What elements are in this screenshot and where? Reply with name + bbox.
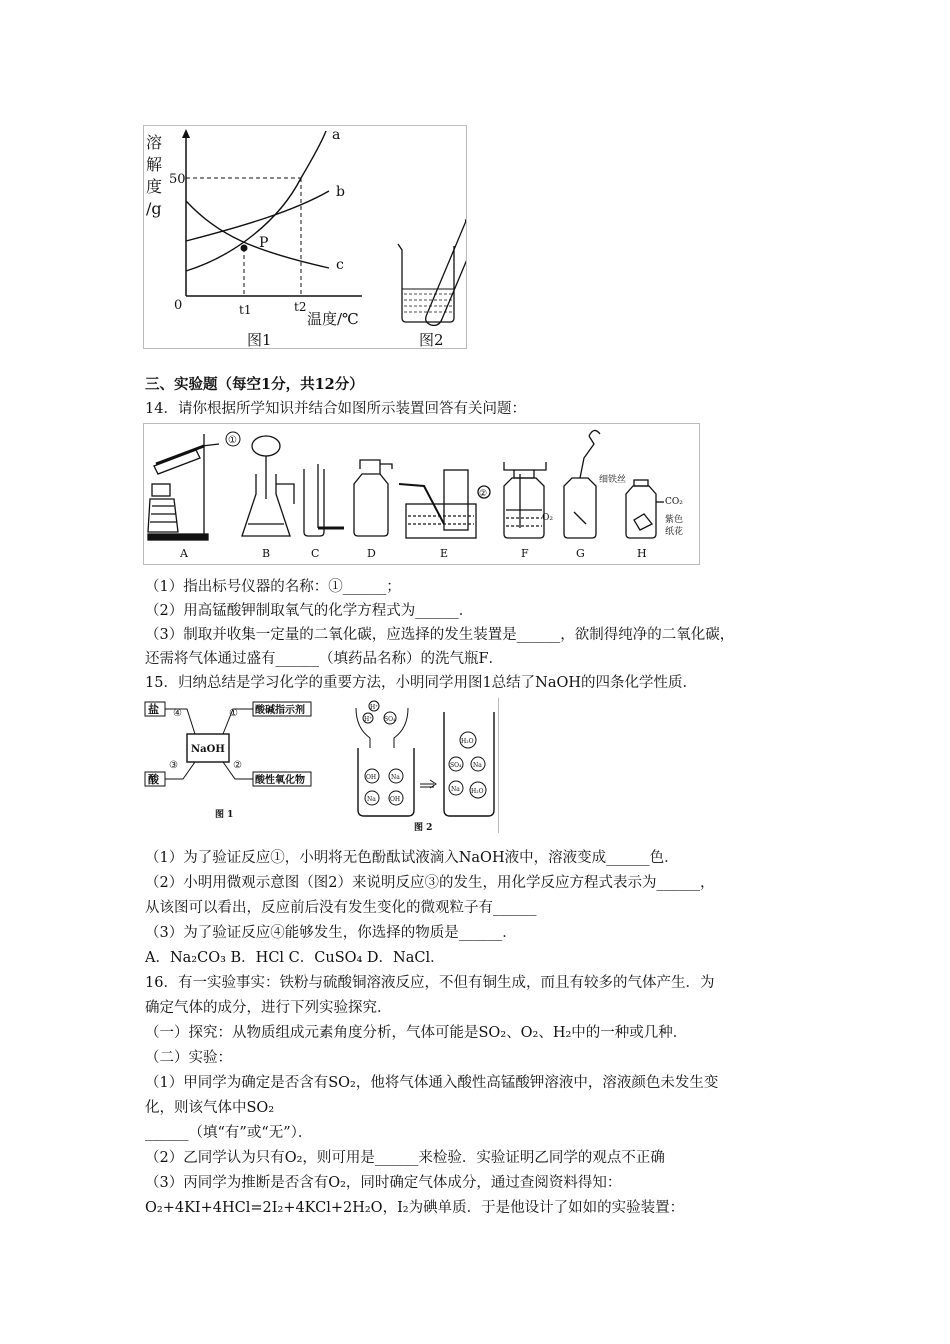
solubility-figure bbox=[143, 125, 467, 349]
c-label: c bbox=[336, 257, 344, 273]
p-label: P bbox=[259, 235, 269, 251]
q15-part1: （1）为了验证反应①，小明将无色酚酞试液滴入NaOH液中，溶液变成______色． bbox=[145, 850, 679, 866]
apparatus-f bbox=[504, 462, 546, 538]
fig2-so4: SO₄ bbox=[384, 716, 396, 723]
fig2-h: H⁺ bbox=[370, 704, 379, 711]
mark-1: ① bbox=[228, 435, 237, 446]
fig1-center: NaOH bbox=[191, 744, 225, 755]
apparatus-g bbox=[564, 430, 600, 538]
y-tick-50: 50 bbox=[169, 172, 186, 187]
fig2-oh-2: OH bbox=[390, 796, 401, 803]
g-o2: O₂ bbox=[542, 513, 553, 523]
q15-fig1-svg bbox=[143, 698, 313, 828]
fig2-na-2: Na bbox=[367, 796, 376, 803]
q14-part3a: （3）制取并收集一定量的二氧化碳，应选择的发生装置是______，欲制得纯净的二氧化碳， bbox=[145, 627, 735, 643]
fig1-n1: ① bbox=[229, 708, 238, 719]
q14-stem: 14．请你根据所学知识并结合如图所示装置回答有关问题： bbox=[145, 401, 526, 417]
g-label: 细铁丝 bbox=[599, 475, 627, 485]
apparatus-h bbox=[626, 480, 664, 538]
fig2-h2o-2: H₂O bbox=[471, 788, 484, 795]
ylabel-4: /g bbox=[146, 199, 162, 218]
fig1-acid: 酸 bbox=[148, 773, 159, 786]
q16-line9: （3）丙同学为推断是否含有O₂，同时确定气体成分，通过查阅资料得知： bbox=[145, 1175, 622, 1191]
q15-stem: 15．归纳总结是学习化学的重要方法，小明同学用图1总结了NaOH的四条化学性质． bbox=[145, 675, 698, 691]
label-c: C bbox=[311, 547, 320, 560]
apparatus-svg bbox=[144, 424, 699, 564]
q16-line1: 16．有一实验事实：铁粉与硫酸铜溶液反应，不但有铜生成，而且有较多的气体产生．为 bbox=[145, 975, 715, 991]
q15-part2a: （2）小明用微观示意图（图2）来说明反应③的发生，用化学反应方程式表示为______， bbox=[145, 875, 715, 891]
caption-fig2: 图2 bbox=[419, 331, 444, 348]
fig2-na-4: Na bbox=[451, 786, 460, 793]
h-flower-2: 纸花 bbox=[665, 527, 684, 537]
mark-2: ② bbox=[479, 489, 488, 499]
apparatus-e bbox=[399, 470, 490, 538]
label-h: H bbox=[637, 547, 647, 560]
q16-line10: O₂+4KI+4HCl=2I₂+4KCl+2H₂O，I₂为碘单质．于是他设计了如如的实验装置： bbox=[145, 1200, 685, 1216]
label-e: E bbox=[440, 547, 449, 560]
apparatus-c bbox=[304, 464, 344, 536]
label-b: B bbox=[262, 547, 271, 560]
caption-fig1: 图1 bbox=[247, 331, 272, 348]
fig1-indicator: 酸碱指示剂 bbox=[255, 705, 305, 716]
curve-b bbox=[186, 191, 329, 241]
apparatus-b bbox=[242, 436, 294, 536]
origin-label: 0 bbox=[174, 298, 183, 313]
label-g: G bbox=[576, 547, 585, 560]
q16-line2: 确定气体的成分，进行下列实验探究． bbox=[145, 1000, 392, 1016]
ylabel-2: 解 bbox=[146, 155, 163, 174]
fig1-caption: 图 1 bbox=[215, 810, 234, 820]
h-flower-1: 紫色 bbox=[665, 515, 684, 525]
solubility-figure-svg bbox=[144, 126, 466, 348]
h-co2: CO₂ bbox=[665, 497, 683, 507]
q16-line3: （一）探究：从物质组成元素角度分析，气体可能是SO₂、O₂、H₂中的一种或几种． bbox=[145, 1025, 688, 1041]
q14-part3b: 还需将气体通过盛有______（填药品名称）的洗气瓶F． bbox=[145, 651, 504, 667]
q15-part2b: 从该图可以看出，反应前后没有发生变化的微观粒子有______ bbox=[145, 900, 537, 916]
fig1-n4: ④ bbox=[173, 708, 182, 719]
q16-line4: （二）实验： bbox=[145, 1050, 232, 1066]
fig2-caption: 图 2 bbox=[414, 823, 433, 833]
fig2-na-3: Na bbox=[473, 762, 482, 769]
q15-fig2-svg bbox=[350, 698, 498, 833]
ylabel-3: 度 bbox=[146, 177, 163, 196]
beaker-with-testtube bbox=[398, 217, 466, 325]
label-f: F bbox=[521, 547, 529, 560]
label-d: D bbox=[367, 547, 376, 560]
fig2-so4-after: SO₄ bbox=[450, 762, 462, 769]
q15-part3: （3）为了验证反应④能够发生，你选择的物质是______． bbox=[145, 925, 517, 941]
curve-c bbox=[186, 201, 329, 268]
q15-fig2 bbox=[350, 698, 499, 833]
fig2-h-2: H⁺ bbox=[364, 716, 373, 723]
y-axis-arrow bbox=[182, 129, 190, 138]
fig1-n2: ② bbox=[233, 760, 242, 771]
apparatus-a bbox=[148, 434, 219, 540]
t1-label: t1 bbox=[239, 303, 252, 317]
b-label: b bbox=[336, 184, 345, 200]
q16-line7: ______（填“有”或“无”）． bbox=[145, 1125, 313, 1141]
ylabel-1: 溶 bbox=[146, 133, 163, 152]
curve-a bbox=[186, 131, 326, 271]
q14-part1: （1）指出标号仪器的名称：①______； bbox=[145, 579, 401, 595]
fig1-oxide: 酸性氧化物 bbox=[255, 775, 305, 786]
fig1-n3: ③ bbox=[169, 760, 178, 771]
q16-line6: 化，则该气体中SO₂ bbox=[145, 1100, 275, 1116]
point-p bbox=[241, 245, 248, 252]
q14-apparatus-figure bbox=[143, 423, 700, 565]
fig2-na-1: Na bbox=[391, 774, 400, 781]
fig2-oh-1: OH bbox=[366, 774, 377, 781]
q15-fig1 bbox=[143, 698, 313, 828]
q16-line8: （2）乙同学认为只有O₂，则可用是______来检验．实验证明乙同学的观点不正确 bbox=[145, 1150, 665, 1166]
q15-options: A．Na₂CO₃ B．HCl C．CuSO₄ D．NaCl． bbox=[145, 950, 445, 966]
apparatus-d bbox=[354, 460, 392, 536]
q14-part2: （2）用高锰酸钾制取氧气的化学方程式为______． bbox=[145, 603, 474, 619]
a-label: a bbox=[332, 127, 341, 143]
xlabel: 温度/℃ bbox=[307, 310, 359, 328]
t2-label: t2 bbox=[294, 300, 307, 314]
section-title: 三、实验题（每空1分，共12分） bbox=[145, 376, 364, 393]
fig2-h2o-1: H₂O bbox=[461, 738, 474, 745]
label-a: A bbox=[180, 547, 188, 560]
fig1-salt: 盐 bbox=[148, 703, 159, 716]
q16-line5: （1）甲同学为确定是否含有SO₂，他将气体通入酸性高锰酸钾溶液中，溶液颜色未发生变 bbox=[145, 1075, 719, 1091]
